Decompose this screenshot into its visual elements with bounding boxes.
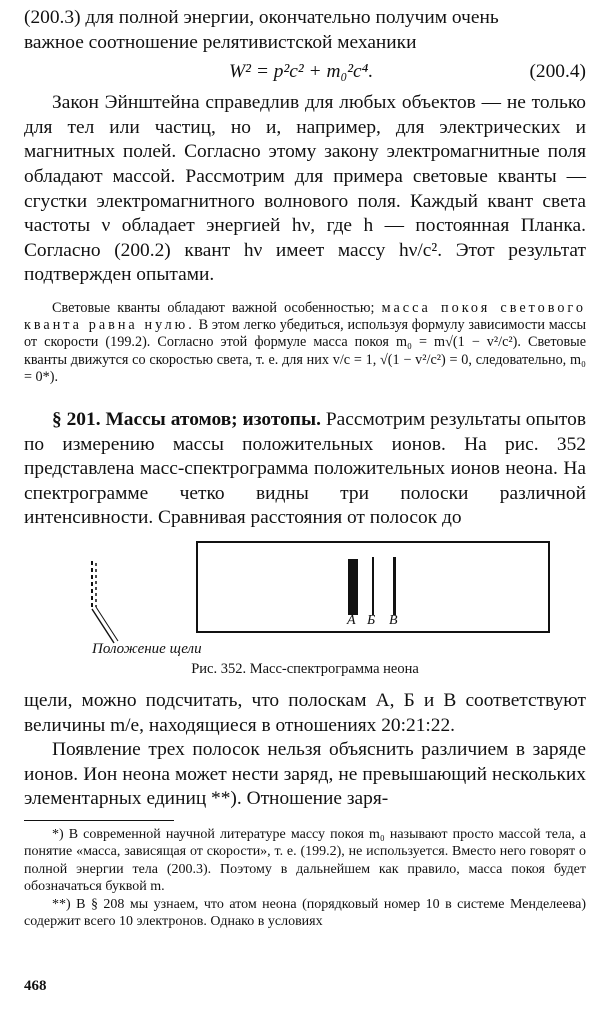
- section-201: [24, 408, 586, 531]
- page-number: 468: [24, 978, 47, 994]
- section-heading: § 201. Массы атомов; изотопы.: [52, 408, 321, 430]
- top-line-2: важное соотношение релятивистской механики: [24, 31, 417, 53]
- equation-row: [24, 57, 586, 87]
- section-text: Рассмотрим результаты опытов по измерению массы положительных ионов. На рис. 352 представлена масс-спектрограмма положительных ионов неона. На спектрограмме четко видны три полоски различной интенсивности. Сравнивая расстояния от полосок до: [24, 408, 586, 529]
- paragraph-charge: Появление трех полосок нельзя объяснить различием в заряде ионов. Ион неона может нести заряд, не превышающий нескольких элементарных единиц **). Отношение заря-: [24, 739, 586, 810]
- band-a: [348, 559, 358, 615]
- equation: W² = p²c² + m₀²c⁴.: [229, 61, 374, 83]
- small-note-spaced: масса покоя светового кванта равна нулю.: [24, 299, 586, 334]
- small-note: [24, 300, 586, 386]
- band-label-a: А: [347, 612, 356, 628]
- footnote-2: **) В § 208 мы узнаем, что атом неона (порядковый номер 10 в системе Менделеева) содержит всего 10 электронов. Однако в условиях: [24, 896, 586, 929]
- band-b: [372, 557, 374, 615]
- small-note-part1: Световые кванты обладают важной особенностью;: [52, 299, 375, 316]
- spectrogram-frame: [196, 541, 550, 633]
- band-label-v: В: [389, 612, 398, 628]
- band-v: [393, 557, 396, 615]
- equation-number: (200.4): [529, 61, 586, 83]
- figure-352: [24, 539, 586, 689]
- paragraph-einstein: Закон Эйнштейна справедлив для любых объектов — не только для тел или частиц, но и, например, для электрических и магнитных полей. Согласно этому закону электромагнитные поля обладают массой. Рассмотрим для примера световые кванты — сгустки электромагнитного волнового поля. Каждый квант света частоты ν обладает энергией hν, где h — постоянная Планка. Согласно (200.2) квант hν имеет массу hν/c². Этот результат подтвержден опытами.: [24, 92, 586, 286]
- footnote-divider: [24, 820, 174, 821]
- page-content: [24, 6, 586, 930]
- figure-caption: Рис. 352. Масс-спектрограмма неона: [191, 660, 419, 677]
- band-label-b: Б: [367, 612, 376, 628]
- footnote-1: *) В современной научной литературе массу покоя m₀ называют просто массой тела, а понятие «масса, зависящая от скорости», т. е. (199.2), не используется. Вместо него говорят о полной энергии тела (200.3). Поэтому в дальнейшем как правило, масса покоя будет обозначаться буквой m.: [24, 826, 586, 895]
- small-note-part2: В этом легко убедиться, используя формулу зависимости массы от скорости (199.2). Согласно этой формуле масса покоя m₀ = m√(1 − v²/c²). Световые кванты движутся со скоростью света, т. е. для них v/c = 1, √(1 − v²/c²) = 0, следовательно, m₀ = 0*).: [24, 317, 587, 385]
- after-figure-paragraph: щели, можно подсчитать, что полоскам А, Б и В соответствуют величины m/e, находящиеся в отношениях 20:21:22.: [24, 689, 586, 736]
- top-line-1: (200.3) для полной энергии, окончательно получим очень: [24, 7, 499, 28]
- slit-position-label: Положение щели: [92, 640, 202, 657]
